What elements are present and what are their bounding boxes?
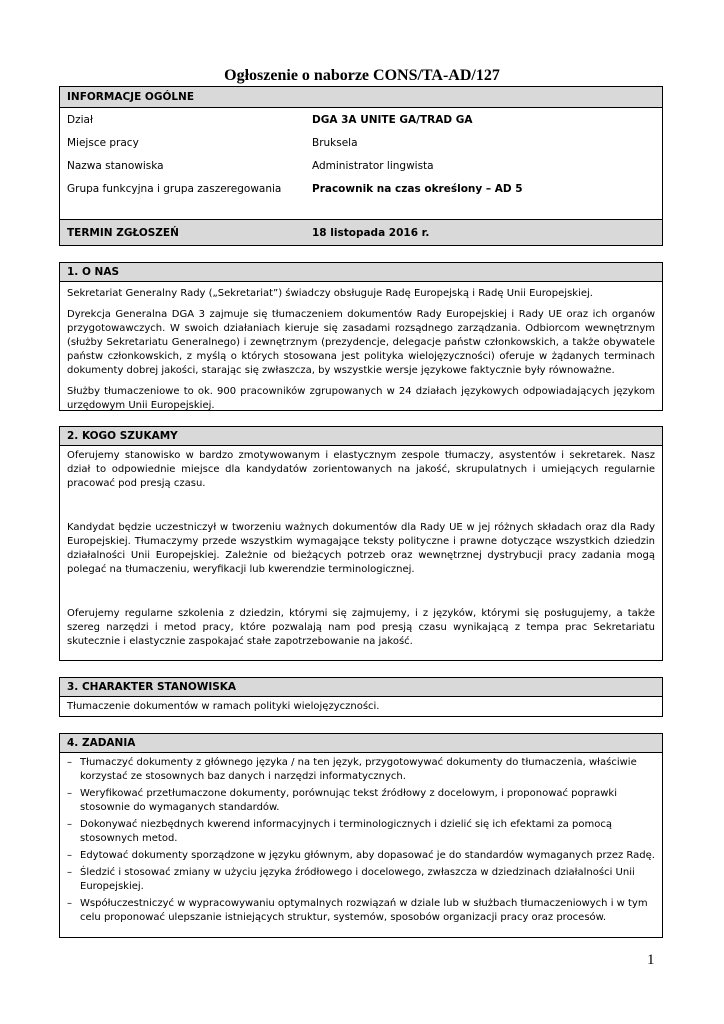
task-text: Śledzić i stosować zmiany w użyciu języka źródłowego i docelowego, zwłaszcza w dziedzinach działalności Unii Europejskiej. — [80, 867, 635, 892]
seeking-paragraph: Oferujemy stanowisko w bardzo zmotywowanym i elastycznym zespole tłumaczy, asystentów i sekretarek. Nasz dział to odpowiednie miejsce dla kandydatów zorientowanych na jakość, skrupulatnych i umiejących regularnie pracować pod presją czasu. — [67, 450, 655, 489]
info-row — [60, 108, 662, 131]
section-tasks-header: 4. ZADANIA — [60, 734, 662, 753]
info-value: Administrator lingwista — [312, 159, 434, 172]
about-paragraph: Dyrekcja Generalna DGA 3 zajmuje się tłumaczeniem dokumentów Rady Europejskiej i Rady UE oraz ich organów przygotowawczych. W swoich działaniach kieruje się zasadami rozsądnego zarządzania. Odbiorcom wewnętrznym (służby Sekretariatu Generalnego) i zewnętrznym (prezydencje, delegacje państw członkowskich, a także obywatele państw członkowskich, z myślą o których stosowana jest polityka wielojęzyczności) oferuje w żądanych terminach dokumenty dobrej jakości, starając się zwłaszcza, by wszystkie wersje językowe faktycznie były równoważne. — [67, 309, 655, 376]
task-text: Dokonywać niezbędnych kwerend informacyjnych i terminologicznych i dzielić się ich efektami za pomocą stosownych metod. — [80, 819, 612, 844]
seeking-paragraph: Kandydat będzie uczestniczył w tworzeniu ważnych dokumentów dla Rady UE w jej różnych składach oraz dla Rady Europejskiej. Tłumaczymy przede wszystkim wymagające teksty polityczne i prawne dotyczące wszystkich dziedzin działalności Unii Europejskiej. Zależnie od bieżących potrzeb oraz wewnętrznej dystrybucji pracy zadania mogą polegać na tłumaczeniu, weryfikacji lub kwerendzie terminologicznej. — [67, 522, 655, 575]
dash-bullet: – — [67, 819, 72, 830]
deadline-label: TERMIN ZGŁOSZEŃ — [67, 226, 179, 239]
info-row — [60, 177, 662, 200]
list-item — [67, 787, 655, 815]
section-character — [59, 677, 663, 717]
about-paragraph: Sekretariat Generalny Rady („Sekretariat”) świadczy obsługuje Radę Europejską i Radę Unii Europejskiej. — [67, 288, 593, 299]
info-value: Bruksela — [312, 136, 358, 149]
section-about — [59, 262, 663, 411]
info-label: Nazwa stanowiska — [67, 159, 164, 172]
seeking-paragraph: Oferujemy regularne szkolenia z dziedzin, którymi się zajmujemy, i z języków, którymi się posługujemy, a także szereg narzędzi i metod pracy, które pozwalają nam pod presją czasu wynikającą z tempa prac Sekretariatu skutecznie i elastycznie zaspokajać stałe zapotrzebowanie na jakość. — [67, 608, 655, 647]
info-value: DGA 3A UNITE GA/TRAD GA — [312, 113, 473, 126]
task-text: Współuczestniczyć w wypracowywaniu optymalnych rozwiązań w dziale lub w służbach tłumaczeniowych i w tym celu proponować ulepszanie istniejących struktur, systemów, sposobów organizacji pracy oraz procesów. — [80, 898, 648, 923]
section-seeking-header: 2. KOGO SZUKAMY — [60, 427, 662, 446]
info-row — [60, 154, 662, 177]
dash-bullet: – — [67, 867, 72, 878]
info-label: Miejsce pracy — [67, 136, 139, 149]
task-text: Tłumaczyć dokumenty z głównego języka / na ten język, przygotowywać dokumenty do tłumaczenia, właściwie korzystać ze stosownych baz danych i narzędzi informatycznych. — [80, 757, 637, 782]
general-info-header: INFORMACJE OGÓLNE — [60, 87, 662, 108]
deadline-box — [59, 219, 663, 246]
list-item — [67, 897, 655, 925]
dash-bullet: – — [67, 898, 72, 909]
section-about-header: 1. O NAS — [60, 263, 662, 282]
info-value: Pracownik na czas określony – AD 5 — [312, 182, 523, 195]
section-tasks — [59, 733, 663, 938]
dash-bullet: – — [67, 788, 72, 799]
character-text: Tłumaczenie dokumentów w ramach polityki wielojęzyczności. — [67, 701, 380, 712]
dash-bullet: – — [67, 850, 72, 861]
general-info-table — [59, 86, 663, 232]
dash-bullet: – — [67, 757, 72, 768]
info-row — [60, 131, 662, 154]
section-character-header: 3. CHARAKTER STANOWISKA — [60, 678, 662, 697]
section-seeking — [59, 426, 663, 661]
tasks-list — [60, 753, 662, 925]
about-paragraph: Służby tłumaczeniowe to ok. 900 pracowników zgrupowanych w 24 działach językowych odpowiadających językom urzędowym Unii Europejskiej. — [67, 386, 655, 411]
list-item — [67, 849, 655, 863]
info-label: Grupa funkcyjna i grupa zaszeregowania — [67, 182, 282, 195]
page-title: Ogłoszenie o naborze CONS/TA-AD/127 — [224, 67, 500, 84]
list-item — [67, 866, 655, 894]
info-label: Dział — [67, 113, 93, 126]
task-text: Weryfikować przetłumaczone dokumenty, porównując tekst źródłowy z docelowym, i proponować poprawki stosownie do wymaganych standardów. — [80, 788, 617, 813]
deadline-value: 18 listopada 2016 r. — [312, 226, 430, 239]
list-item — [67, 756, 655, 784]
list-item — [67, 818, 655, 846]
task-text: Edytować dokumenty sporządzone w języku głównym, aby dopasować je do standardów wymaganych przez Radę. — [80, 850, 655, 861]
page-number: 1 — [647, 952, 655, 968]
